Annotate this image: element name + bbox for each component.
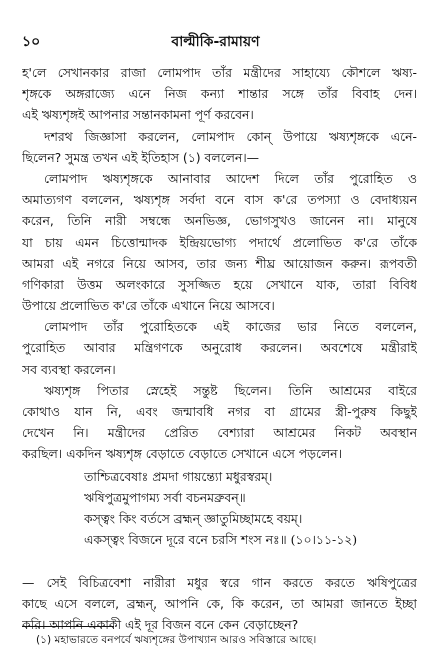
text-line: অমাত্যগণ বললেন, ঋষ্যশৃঙ্গ সর্বদা বনে বাস ক'রে তপস্যা ও বেদাধ্যয়ন [22, 192, 417, 208]
footnote: (১) মহাভারতে বনপর্বে ঋষ্যশৃঙ্গের উপাখ্যান আরও সবিস্তারে আছে। [36, 634, 317, 646]
text-line: আমরা এই নগরে নিয়ে আসব, তার জন্য শীঘ্র আয়োজন করুন। রূপবতী [22, 255, 417, 271]
text-line: দশরথ জিজ্ঞাসা করলেন, লোমপাদ কোন্ উপায়ে ঋষ্যশৃঙ্গকে এনে- [44, 128, 417, 144]
verse-line: কস্ত্বং কিং বর্তসে ব্রহ্মন্ জ্ঞাতুমিচ্ছামহে বয়ম্। [84, 511, 303, 526]
text-line: কাছে এসে বললে, ব্রহ্মন্, আপনি কে, কি করেন, তা আমরা জানতে ইচ্ছা [22, 596, 417, 612]
text-line: ঋষ্যশৃঙ্গ পিতার স্নেহেই সন্তুষ্ট ছিলেন। তিনি আশ্রমের বাইরে [44, 382, 417, 398]
text-line: করি। আপনি একাকী এই দূর বিজন বনে কেন বেড়াচ্ছেন? [22, 617, 299, 633]
page-header [0, 6, 431, 50]
verse-line: একস্ত্বং বিজনে দূরে বনে চরসি শংস নঃ॥ (১০।১১-১২) [84, 532, 358, 547]
footnote-divider [22, 626, 114, 627]
text-line: পুরোহিত আবার মন্ত্রিগণকে অনুরোধ করলেন। অবশেষে মন্ত্রীরাই [22, 340, 417, 356]
text-line: গণিকারা উত্তম অলংকারে সুসজ্জিত হয়ে সেখানে যাক, তারা বিবিধ [22, 276, 417, 292]
text-line: লোমপাদ ঋষ্যশৃঙ্গকে আনাবার আদেশ দিলে তাঁর পুরোহিত ও [44, 170, 417, 186]
body-text [22, 62, 417, 465]
text-line: হ'লে সেখানকার রাজা লোমপাদ তাঁর মন্ত্রীদের সাহায্যে কৌশলে ঋষ্য- [22, 65, 417, 80]
verse-line: ঋষিপুত্রমুপাগম্য সর্বা বচনমব্রুবন্॥ [84, 490, 246, 505]
text-line: কোথাও যান নি, এবং জন্মাবধি নগর বা গ্রামের স্ত্রী-পুরুষ কিছুই [22, 404, 417, 419]
text-line: যা চায় এমন চিত্তোন্মাদক ইন্দ্রিয়ভোগ্য পদার্থে প্রলোভিত ক'রে তাঁকে [22, 234, 417, 250]
text-line: উপায়ে প্রলোভিত ক'রে তাঁকে এখানে নিয়ে আসবে। [22, 298, 275, 314]
text-line: লোমপাদ তাঁর পুরোহিতকে এই কাজের ভার নিতে বললেন, [44, 319, 417, 335]
text-line: দেখেন নি। মন্ত্রীদের প্রেরিত বেশ্যারা আশ্রমের নিকট অবস্থান [22, 425, 417, 441]
verse-line: তাশ্চিত্রবেষাঃ প্রমদা গায়ন্ত্যো মধুরস্বরম্। [84, 469, 273, 484]
sanskrit-verse [84, 466, 424, 550]
page-number: ১০ [22, 34, 41, 50]
text-line: করেন, তিনি নারী সম্বন্ধে অনভিজ্ঞ, ভোগসুখও জানেন না। মানুষে [22, 213, 417, 229]
text-line: করছিল। একদিন ঋষ্যশৃঙ্গ বেড়াতে বেড়াতে সেখানে এসে পড়লেন। [22, 446, 343, 462]
text-line: — সেই বিচিত্রবেশা নারীরা মধুর স্বরে গান করতে করতে ঋষিপুত্রের [22, 575, 417, 590]
text-line: সব ব্যবস্থা করলেন। [22, 361, 116, 377]
text-line: এই ঋষ্যশৃঙ্গই আপনার সন্তানকামনা পূর্ণ করবেন। [22, 107, 254, 123]
text-line: শৃঙ্গকে অঙ্গরাজ্যে এনে নিজ কন্যা শান্তার সঙ্গে তাঁর বিবাহ দেন। [22, 86, 417, 102]
text-line: ছিলেন? সুমন্ত্র তখন এই ইতিহাস (১) বললেন।— [22, 149, 260, 165]
running-title: বাল্মীকি-রামায়ণ [171, 34, 260, 50]
